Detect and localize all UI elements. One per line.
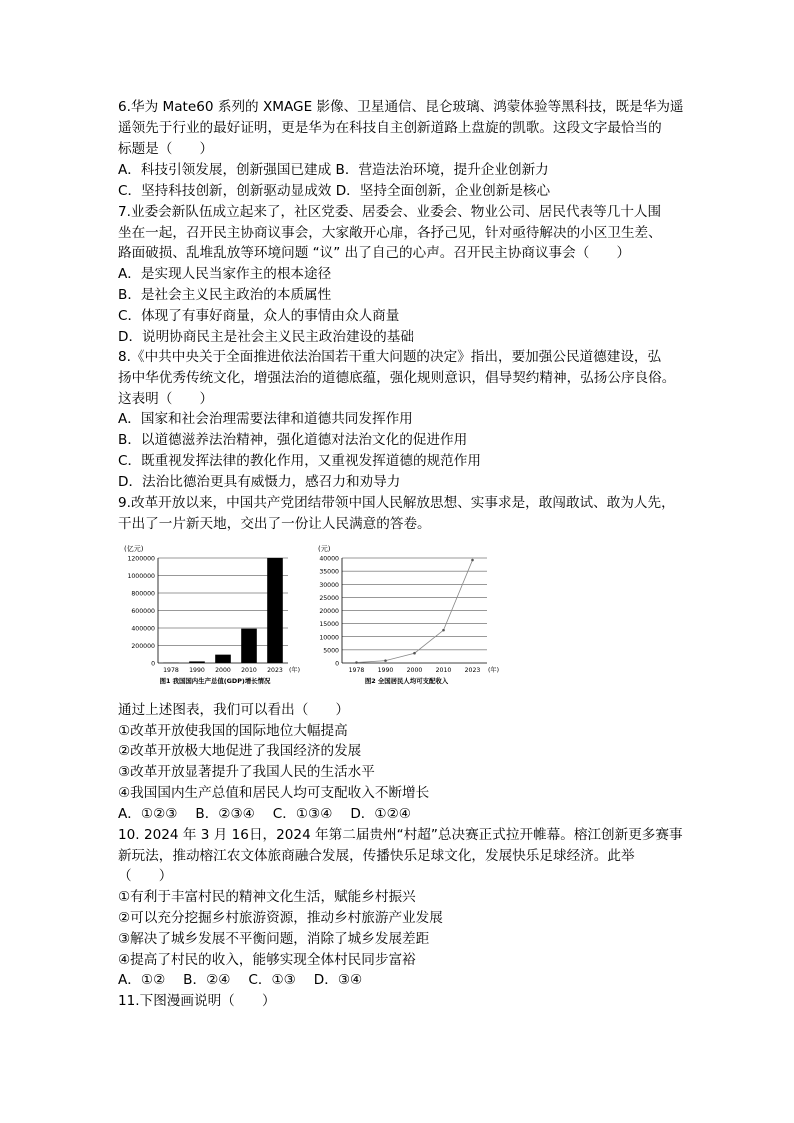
question-text: （ ） (118, 868, 173, 884)
x-axis-unit: (年) (488, 667, 500, 674)
question-text: 6.华为 Mate60 系列的 XMAGE 影像、卫星通信、昆仑玻璃、鸿蒙体验等黑科技，既是华为遥 (118, 99, 684, 115)
unit-label: (亿元) (124, 545, 144, 553)
option-line: A．①② B．②④ C．①③ D．③④ (118, 972, 363, 988)
option-line: A．是实现人民当家作主的根本途径 (118, 266, 332, 282)
question-text: 路面破损、乱堆乱放等环境问题 “议” 出了自己的心声。召开民主协商议事会（ ） (118, 245, 631, 261)
question-text: 11.下图漫画说明（ ） (118, 993, 276, 1009)
statement-line: ①有利于丰富村民的精神文化生活，赋能乡村振兴 (118, 889, 416, 905)
question-text: 干出了一片新天地，交出了一份让人民满意的答卷。 (118, 516, 431, 532)
y-tick-label: 800000 (131, 590, 155, 598)
x-tick-label: 2023 (267, 667, 283, 674)
gdp-bar-chart (118, 540, 308, 690)
statement-line: ②可以充分挖掘乡村旅游资源，推动乡村旅游产业发展 (118, 910, 443, 926)
x-tick-label: 2000 (215, 667, 231, 674)
question-text: 新玩法，推动榕江农文体旅商融合发展，传播快乐足球文化，发展快乐足球经济。此举 (118, 848, 635, 864)
statement-line: ④我国国内生产总值和居民人均可支配收入不断增长 (118, 785, 430, 801)
bar (189, 661, 205, 663)
option-line: B．以道德滋养法治精神，强化道德对法治文化的促进作用 (118, 432, 468, 448)
data-point (413, 652, 416, 655)
statement-line: ③改革开放显著提升了我国人民的生活水平 (118, 764, 375, 780)
question-text: 7.业委会新队伍成立起来了，社区党委、居委会、业委会、物业公司、居民代表等几十人围 (118, 204, 662, 220)
x-tick-label: 1978 (348, 667, 365, 674)
y-tick-label: 1200000 (127, 555, 155, 563)
question-text: 遥领先于行业的最好证明，更是华为在科技自主创新道路上盘旋的凯歌。这段文字最恰当的 (118, 120, 662, 136)
chart-title: 图1 我国国内生产总值(GDP)增长情况 (159, 677, 271, 685)
chart-title: 图2 全国居民人均可支配收入 (364, 677, 449, 685)
option-line: A．科技引领发展，创新强国已建成 B．营造法治环境，提升企业创新力 (118, 162, 549, 178)
x-tick-label: 2000 (406, 667, 423, 674)
y-tick-label: 30000 (319, 581, 339, 589)
statement-line: ③解决了城乡发展不平衡问题，消除了城乡发展差距 (118, 931, 430, 947)
y-tick-label: 40000 (319, 555, 339, 563)
y-tick-label: 400000 (131, 625, 155, 633)
y-tick-label: 35000 (319, 568, 339, 576)
data-point (442, 629, 445, 632)
y-tick-label: 200000 (131, 643, 155, 650)
y-tick-label: 1000000 (127, 573, 155, 580)
option-line: D．法治比德治更具有威慑力，感召力和劝导力 (118, 474, 401, 490)
y-tick-label: 0 (335, 660, 339, 668)
option-line: D．说明协商民主是社会主义民主政治建设的基础 (118, 329, 414, 345)
question-text: 9.改革开放以来，中国共产党团结带领中国人民解放思想、实事求是，敢闯敢试、敢为人先， (118, 495, 675, 511)
data-point (471, 559, 474, 562)
question-text: 通过上述图表，我们可以看出（ ） (118, 702, 350, 718)
x-tick-label: 1990 (189, 667, 205, 674)
bar (241, 629, 257, 663)
question-text: 10. 2024 年 3 月 16日，2024 年第二届贵州“村超”总决赛正式拉开帷幕。榕江创新更多赛事 (118, 827, 683, 843)
statement-line: ④提高了村民的收入，能够实现全体村民同步富裕 (118, 952, 416, 968)
y-tick-label: 10000 (319, 634, 339, 642)
bar (215, 655, 231, 663)
x-tick-label: 1990 (377, 667, 394, 674)
question-text: 坐在一起，召开民主协商议事会，大家敞开心扉，各抒己见，针对亟待解决的小区卫生差、 (118, 225, 662, 241)
bar (267, 558, 283, 663)
y-tick-label: 0 (151, 660, 155, 668)
data-point (384, 659, 387, 662)
x-tick-label: 1978 (163, 667, 179, 674)
option-line: C．坚持科技创新，创新驱动显成效 D．坚持全面创新，企业创新是核心 (118, 183, 551, 199)
y-tick-label: 20000 (319, 608, 339, 615)
question-text: 标题是（ ） (118, 141, 214, 157)
option-line: C．体现了有事好商量，众人的事情由众人商量 (118, 308, 400, 324)
data-point (355, 661, 358, 664)
question-text: 扬中华优秀传统文化，增强法治的道德底蕴，强化规则意识，倡导契约精神，弘扬公序良俗。 (118, 370, 676, 386)
y-tick-label: 600000 (131, 608, 155, 615)
x-tick-label: 2010 (241, 667, 257, 674)
unit-label: (元) (318, 545, 331, 553)
y-tick-label: 25000 (319, 594, 339, 602)
y-tick-label: 15000 (319, 621, 339, 629)
option-line: C．既重视发挥法律的教化作用，又重视发挥道德的规范作用 (118, 453, 481, 469)
question-text: 这表明（ ） (118, 391, 214, 407)
y-tick-label: 5000 (323, 647, 339, 655)
series-line (357, 560, 473, 662)
question-text: 8.《中共中央关于全面推进依法治国若干重大问题的决定》指出，要加强公民道德建设，弘 (118, 349, 662, 365)
x-tick-label: 2010 (435, 667, 452, 674)
option-line: A．国家和社会治理需要法律和道德共同发挥作用 (118, 411, 413, 427)
income-line-chart (312, 540, 502, 690)
x-axis-unit: (年) (289, 667, 301, 674)
x-tick-label: 2023 (464, 667, 481, 674)
statement-line: ②改革开放极大地促进了我国经济的发展 (118, 743, 362, 759)
option-line: B．是社会主义民主政治的本质属性 (118, 287, 332, 303)
option-line: A．①②③ B．②③④ C．①③④ D．①②④ (118, 806, 411, 822)
statement-line: ①改革开放使我国的国际地位大幅提高 (118, 723, 348, 739)
